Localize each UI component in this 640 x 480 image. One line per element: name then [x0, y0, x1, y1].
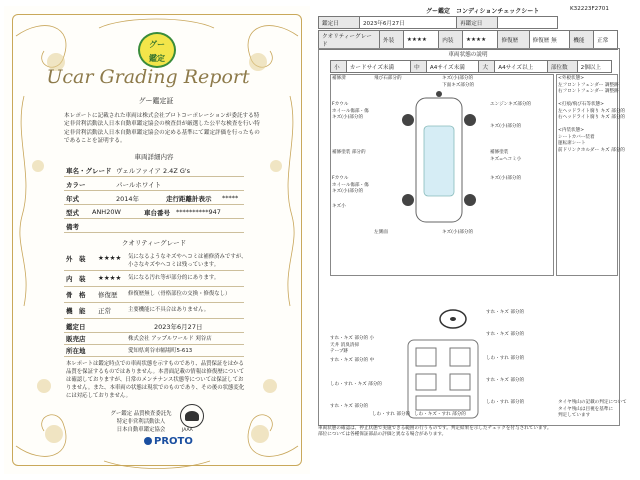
address-value: 愛知県刈谷市幅場町5-613: [128, 348, 193, 354]
exterior-notes: <外板状態> 左フロントフェンダー 調整跡 右フロントフェンダー 調整跡 <打痕/飛び石等状態> 左ヘッドライト腐り キズ 部分的 右ヘッドライト腐り キズ 部分的 <内装状態> シートカバー装着 運転席シート 前ドリンクホルダー キズ 部分的: [558, 76, 626, 153]
legend-mid-desc: A4サイズ未満: [426, 61, 479, 73]
jaaa-label: JAAA: [182, 428, 193, 433]
interior-stars: ★★★★: [463, 31, 498, 50]
panel-note: Fカウル ホイール傷部・傷 キズ(小)部分的: [332, 102, 369, 120]
divider: [64, 344, 244, 345]
legend-small-desc: カードサイズ未満: [346, 61, 410, 73]
panel-note: 補修塗装 部分的: [332, 150, 366, 155]
appraisal-date-value: 2023年6月27日: [360, 17, 457, 29]
address-label: 所在地: [66, 347, 86, 355]
panel-note: エンジンキズ部分的: [490, 102, 532, 107]
doc-id: K32223F2701: [570, 6, 609, 12]
interior-note: すれ・キズ 部分的: [486, 378, 525, 383]
interior-note: すれ・キズ 部分的 小 天井 消臭清掃 テープ跡: [330, 336, 375, 354]
legend-count-desc: 2個以上: [577, 61, 611, 73]
repair-value: 修復歴 無: [529, 31, 570, 50]
condition-check-sheet: [314, 6, 640, 480]
reappraisal-date-value: [498, 17, 558, 29]
interior-note: すれ・キズ 部分的: [486, 310, 525, 315]
grade-desc-exterior: 気になるようなキズやヘコミは補修済みですが、小さなキズやヘコミは残っています。: [128, 254, 247, 268]
grade-label-function: 機 能: [66, 307, 86, 315]
function-value: 正常: [594, 31, 618, 50]
panel-note: キズ(小)部分的 下面キズ部分的: [442, 76, 475, 88]
function-label: 機能: [570, 31, 594, 50]
shop-value: 株式会社 アップルワールド 刈谷店: [128, 336, 212, 342]
divider: [64, 190, 244, 191]
interior-note: すれ・キズ 部分的: [330, 404, 369, 409]
footer-org: グー鑑定 品質検査委託先 特定非営利活動法人 日本自動車鑑定協会: [110, 411, 172, 433]
field-label-model: 型式: [66, 209, 79, 217]
interior-seat-diagram: [398, 336, 488, 422]
appraisal-date-label: 鑑定日: [319, 17, 360, 29]
proto-text: PROTO: [154, 436, 193, 447]
report-title: Ucar Grading Report: [46, 66, 250, 88]
quality-grade-title: クオリティーグレード: [121, 239, 187, 247]
grade-value-function: 正常: [98, 307, 111, 315]
divider: [64, 204, 244, 205]
date-label: 鑑定日: [66, 323, 86, 331]
legend-large-desc: A4サイズ以上: [495, 61, 548, 73]
field-label-name: 車名・グレード: [66, 167, 112, 175]
field-value-year: 2014年: [116, 195, 140, 203]
condition-section-title: 車両状態の説明: [448, 52, 488, 58]
field-value-color: パールホワイト: [116, 181, 162, 189]
proto-mark-icon: [144, 437, 152, 445]
sheet-footer: 車両状態の確認は、停止状態で実施できる範囲の行うものです。判定結果を示したチェックを付与されています。 部位については各種保証部品の評価と異なる場合があります。: [318, 426, 552, 438]
mileage-value: *****: [222, 194, 239, 202]
field-label-year: 年式: [66, 195, 79, 203]
panel-note: キズ(小)部分的: [490, 176, 522, 181]
interior-note: しわ・すれ 部分的: [486, 400, 525, 405]
grading-certificate: [4, 6, 310, 474]
header-table-1: [318, 16, 558, 29]
divider: [64, 232, 244, 233]
grade-stars-exterior: ★★★★: [98, 254, 122, 262]
notice-text: 本レポートは鑑定時点での車両状態を示すものであり、品質保証をはかる品質を保証するものではありません。本書面記載の情報は修復歴については確認しておりますが、日常のメンテナンス状態等については保証しておりません。また、本車両の状態は現状でのものであり、その後の状態変化には対応しておりません。: [66, 361, 245, 399]
panel-note: キズ(小)部分的: [442, 230, 474, 235]
grade-desc-frame: 修復歴無し（骨格部位の交換・修復なし）: [128, 291, 231, 297]
divider: [64, 332, 244, 333]
exterior-stars: ★★★★: [403, 31, 438, 50]
interior-label: 内装: [439, 31, 463, 50]
field-label-remarks: 備考: [66, 223, 79, 231]
divider: [64, 302, 244, 303]
field-value-model: ANH20W: [92, 208, 121, 216]
logo-text: グー 鑑定: [149, 40, 165, 63]
chassis-label: 車台番号: [144, 209, 170, 217]
car-top-view-icon: [394, 90, 484, 230]
date-value: 2023年6月27日: [154, 323, 203, 331]
interior-note: すれ・キズ 部分的 中: [330, 358, 375, 363]
steering-wheel-icon: [438, 308, 468, 330]
panel-note: 飛び石部分的: [374, 76, 402, 81]
grade-label-interior: 内 装: [66, 275, 86, 283]
report-subtitle: グー鑑定証: [138, 97, 174, 105]
field-label-color: カラー: [66, 181, 86, 189]
repair-label: 修復歴: [498, 31, 529, 50]
legend-mid: 中: [411, 61, 427, 73]
jaaa-seal-icon: [180, 404, 204, 428]
interior-note: しわ・すれ 部分的: [372, 412, 411, 417]
legend-large: 大: [479, 61, 495, 73]
shop-label: 販売店: [66, 335, 86, 343]
report-intro: 本レポートに記載された車両は株式会社プロトコーポレーションが委託する特定非営利活動法人日本自動車鑑定協会の検査員が厳選した公平な検査を行い特定非営利活動法人日本自動車鑑定協会の定める基準にて鑑定評価を行ったものであることを証明する。: [64, 113, 260, 145]
interior-note: すれ・キズ 部分的: [486, 332, 525, 337]
divider: [64, 318, 244, 319]
grade-desc-function: 主要機能に不具合はありません。: [128, 307, 210, 313]
legend-small: 小: [331, 61, 347, 73]
panel-note: 補修済: [332, 76, 346, 81]
panel-note: 補修塗装 キズ=ヘコミ小: [490, 150, 522, 162]
exterior-label: 外装: [380, 31, 404, 50]
mileage-label: 走行距離計表示: [166, 195, 212, 203]
panel-note: Fカウル ホイール傷部・傷 キズ(小)部分的: [332, 176, 369, 194]
legend-count: 部位数: [547, 61, 577, 73]
chassis-value: **********947: [176, 208, 221, 216]
grade-value-frame: 修復歴: [98, 291, 118, 299]
goo-kantei-logo: [138, 32, 176, 68]
grade-label-exterior: 外 装: [66, 255, 86, 263]
interior-note: しわ・キズ・すれ 部分的: [414, 412, 466, 417]
header-table-2: [318, 30, 618, 50]
reappraisal-date-label: 再鑑定日: [457, 17, 498, 29]
grade-stars-interior: ★★★★: [98, 274, 122, 282]
panel-note: キズ(小)部分的: [490, 124, 522, 129]
panel-note: キズ小: [332, 204, 346, 209]
interior-note: しわ・すれ 部分的: [486, 356, 525, 361]
divider: [64, 356, 244, 357]
divider: [64, 218, 244, 219]
interior-note: しわ・すれ・キズ 部分的: [330, 382, 382, 387]
panel-note: 左側面: [374, 230, 388, 235]
divider: [64, 286, 244, 287]
field-value-name: ヴェルファイア 2.4Z G's: [116, 167, 191, 175]
divider: [64, 270, 244, 271]
grade-desc-interior: 気になる汚れ等が部分的にあります。: [128, 275, 220, 281]
proto-logo: [144, 436, 193, 447]
vehicle-detail-title: 車両詳細内容: [134, 153, 174, 161]
sheet-title: グー鑑定 コンディションチェックシート: [426, 8, 540, 15]
grade-label-frame: 骨 格: [66, 291, 86, 299]
tire-note: タイヤ残山の記載の判定について タイヤ残山は目視を基準に 判定しています: [558, 400, 627, 418]
quality-grade-label: クオリティーグレード: [319, 31, 380, 50]
divider: [64, 176, 244, 177]
legend-table: [330, 60, 612, 73]
